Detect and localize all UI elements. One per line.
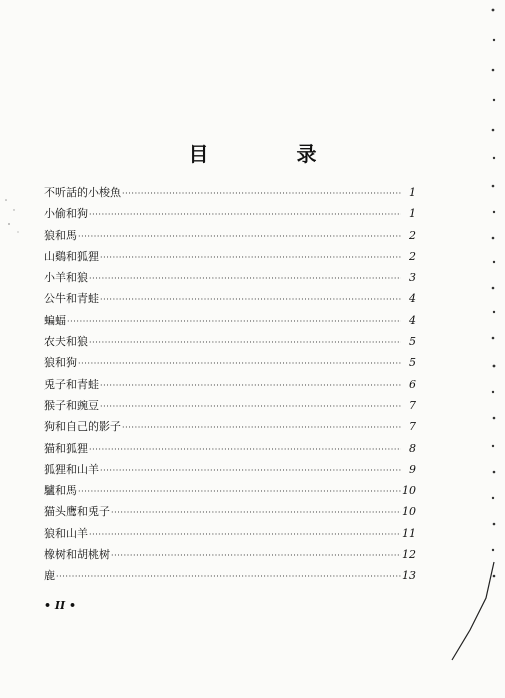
toc-entry-page-number: 10 [402, 505, 416, 519]
toc-dot-leader [56, 566, 401, 587]
toc-entry-page-number: 4 [409, 313, 416, 327]
toc-entry-title: 猴子和豌豆 [44, 398, 99, 412]
toc-entry [44, 480, 416, 501]
toc-entry [44, 267, 416, 288]
toc-entry-page-number: 4 [409, 292, 416, 306]
toc-entry [44, 225, 416, 246]
scan-pen-stroke [440, 560, 500, 670]
toc-entry [44, 459, 416, 480]
toc-entry-title: 小偷和狗 [44, 207, 88, 221]
toc-entry-title: 山鷄和狐狸 [44, 249, 99, 263]
toc-entry-page-number: 7 [409, 398, 416, 412]
toc-entry [44, 438, 416, 459]
toc-dot-leader [78, 226, 401, 247]
toc-entry [44, 246, 416, 267]
toc-entry-title: 橡树和胡桃树 [44, 548, 110, 562]
toc-entry-title: 小羊和狼 [44, 271, 88, 285]
toc-dot-leader [122, 183, 401, 204]
toc-entry-page-number: 6 [409, 377, 416, 391]
toc-entry-title: 狼和狗 [44, 356, 77, 370]
toc-dot-leader [89, 524, 401, 545]
toc-entry [44, 374, 416, 395]
toc-dot-leader [100, 396, 401, 417]
toc-entry [44, 288, 416, 309]
toc-entry-title: 公牛和青蛙 [44, 292, 99, 306]
toc-entry [44, 331, 416, 352]
toc-entry [44, 182, 416, 203]
toc-entry-page-number: 2 [409, 249, 416, 263]
toc-entry-page-number: 5 [409, 335, 416, 349]
toc-entry-title: 鹿 [44, 569, 55, 583]
toc-entry-title: 狼和山羊 [44, 526, 88, 540]
toc-dot-leader [111, 502, 401, 523]
toc-entry-title: 农夫和狼 [44, 335, 88, 349]
toc-entry-title: 驢和馬 [44, 484, 77, 498]
toc-entry [44, 310, 416, 331]
toc-dot-leader [89, 439, 401, 460]
toc-dot-leader [100, 460, 401, 481]
toc-entry [44, 395, 416, 416]
scan-noise [0, 180, 30, 260]
toc-entry-page-number: 10 [402, 484, 416, 498]
toc-entry-title: 兎子和青蛙 [44, 377, 99, 391]
toc-dot-leader [78, 353, 401, 374]
toc-entry-page-number: 1 [409, 207, 416, 221]
toc-dot-leader [122, 417, 401, 438]
toc-entry-page-number: 1 [409, 186, 416, 199]
toc-dot-leader [100, 375, 401, 396]
toc-entry-page-number: 3 [409, 271, 416, 285]
toc-entry [44, 203, 416, 224]
toc-entry [44, 544, 416, 565]
toc-entry-title: 狼和馬 [44, 228, 77, 242]
toc-entry-page-number: 12 [402, 548, 416, 562]
toc-dot-leader [67, 311, 401, 332]
toc-dot-leader [89, 268, 401, 289]
toc-entry-title: 狐狸和山羊 [44, 462, 99, 476]
toc-entry-title: 猫头鹰和兎子 [44, 505, 110, 519]
table-of-contents [44, 182, 416, 587]
toc-entry-title: 不听話的小梭魚 [44, 186, 121, 199]
toc-entry-page-number: 11 [402, 526, 416, 540]
toc-dot-leader [89, 204, 401, 225]
toc-entry-title: 蝙蝠 [44, 313, 66, 327]
toc-entry [44, 565, 416, 586]
toc-entry [44, 416, 416, 437]
toc-entry-page-number: 13 [402, 569, 416, 583]
toc-entry-page-number: 8 [409, 441, 416, 455]
toc-entry-page-number: 9 [409, 462, 416, 476]
toc-entry [44, 352, 416, 373]
toc-entry-title: 猫和狐狸 [44, 441, 88, 455]
toc-dot-leader [78, 481, 401, 502]
toc-entry-page-number: 2 [409, 228, 416, 242]
page-title: 目 录 [188, 142, 351, 166]
toc-entry-title: 狗和自己的影子 [44, 420, 121, 434]
toc-dot-leader [100, 247, 401, 268]
toc-dot-leader [100, 289, 401, 310]
toc-entry-page-number: 5 [409, 356, 416, 370]
toc-dot-leader [111, 545, 401, 566]
toc-entry [44, 523, 416, 544]
toc-entry [44, 501, 416, 522]
toc-dot-leader [89, 332, 401, 353]
page-number: • II • [44, 599, 77, 612]
toc-entry-page-number: 7 [409, 420, 416, 434]
